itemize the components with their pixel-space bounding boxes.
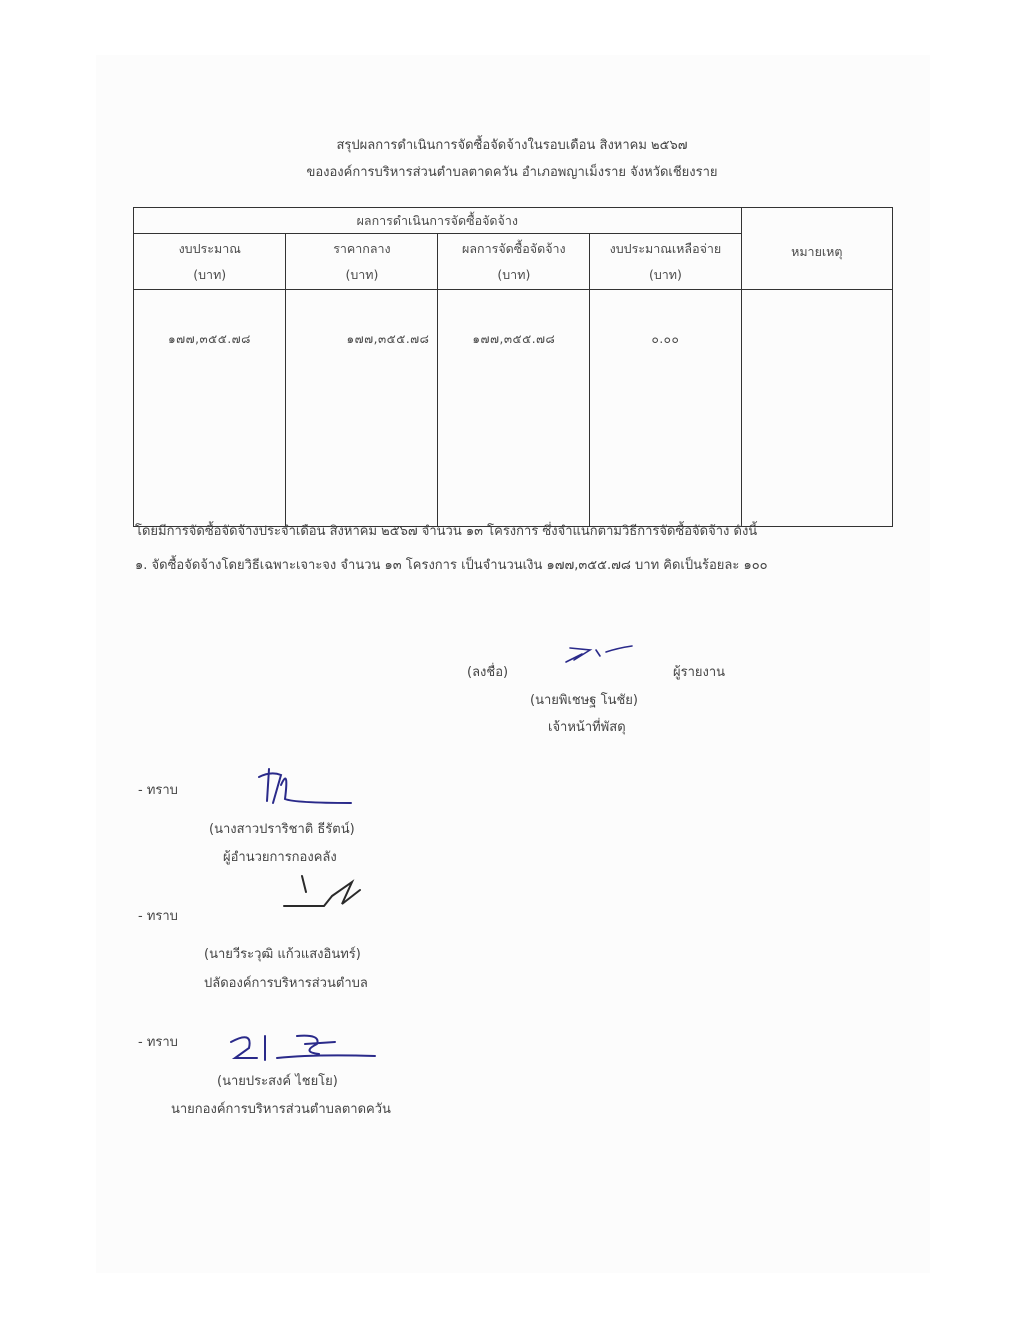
table-row (134, 290, 893, 527)
ack-position-1: ผู้อำนวยการกองคลัง (223, 850, 337, 865)
reporter-signature (560, 640, 640, 668)
reporter-role: ผู้รายงาน (673, 665, 726, 680)
ack-name-2: (นายวีระวุฒิ แก้วแสงอินทร์) (204, 947, 361, 962)
column-header-median-price (286, 234, 438, 290)
cell-budget: ๑๗๗,๓๕๕.๗๘ (134, 290, 286, 527)
ack-position-3: นายกองค์การบริหารส่วนตำบลตาดควัน (171, 1102, 391, 1117)
ack-name-3: (นายประสงค์ ไชยโย) (217, 1074, 338, 1089)
reporter-name: (นายพิเชษฐ โนชัย) (530, 693, 638, 708)
column-unit: (บาท) (345, 266, 379, 282)
remark-header: หมายเหตุ (741, 208, 892, 290)
ack-position-2: ปลัดองค์การบริหารส่วนตำบล (204, 976, 368, 991)
summary-line-2: ๑. จัดซื้อจัดจ้างโดยวิธีเฉพาะเจาะจง จำนวน ๑๓ โครงการ เป็นจำนวนเงิน ๑๗๗,๓๕๕.๗๘ บาท คิดเป็นร้อยละ ๑๐๐ (135, 558, 768, 573)
cell-remark (741, 290, 892, 527)
column-label: งบประมาณเหลือจ่าย (609, 240, 722, 256)
sign-label: (ลงชื่อ) (467, 665, 509, 680)
column-label: ราคากลาง (333, 240, 391, 256)
column-header-budget (134, 234, 286, 290)
ack-label: - ทราบ (138, 909, 178, 924)
summary-line-1: โดยมีการจัดซื้อจัดจ้างประจำเดือน สิงหาคม ๒๕๖๗ จำนวน ๑๓ โครงการ ซึ่งจำแนกตามวิธีการจัดซื้อจัดจ้าง ดังนี้ (135, 524, 758, 539)
procurement-summary-table (133, 207, 893, 527)
ack-signature-1 (255, 763, 355, 813)
cell-remaining: ๐.๐๐ (590, 290, 741, 527)
column-unit: (บาท) (193, 266, 227, 282)
ack-signature-2 (280, 874, 364, 916)
cell-procurement-result: ๑๗๗,๓๕๕.๗๘ (438, 290, 590, 527)
column-header-remaining (590, 234, 741, 290)
column-unit: (บาท) (497, 266, 531, 282)
document-subtitle: ขององค์การบริหารส่วนตำบลตาดควัน อำเภอพญาเม็งราย จังหวัดเชียงราย (306, 165, 718, 180)
cell-median-price: ๑๗๗,๓๕๕.๗๘ (286, 290, 438, 527)
column-label: งบประมาณ (178, 240, 241, 256)
ack-label: - ทราบ (138, 1035, 178, 1050)
ack-label: - ทราบ (138, 783, 178, 798)
column-header-procurement-result (438, 234, 590, 290)
group-header: ผลการดำเนินการจัดซื้อจัดจ้าง (134, 208, 742, 234)
column-unit: (บาท) (648, 266, 682, 282)
column-label: ผลการจัดซื้อจัดจ้าง (462, 240, 566, 256)
reporter-position: เจ้าหน้าที่พัสดุ (548, 720, 626, 735)
ack-signature-3 (225, 1030, 380, 1070)
ack-name-1: (นางสาวปราริชาติ ธีรัตน์) (209, 822, 355, 837)
document-title: สรุปผลการดำเนินการจัดซื้อจัดจ้างในรอบเดือน สิงหาคม ๒๕๖๗ (336, 138, 688, 153)
